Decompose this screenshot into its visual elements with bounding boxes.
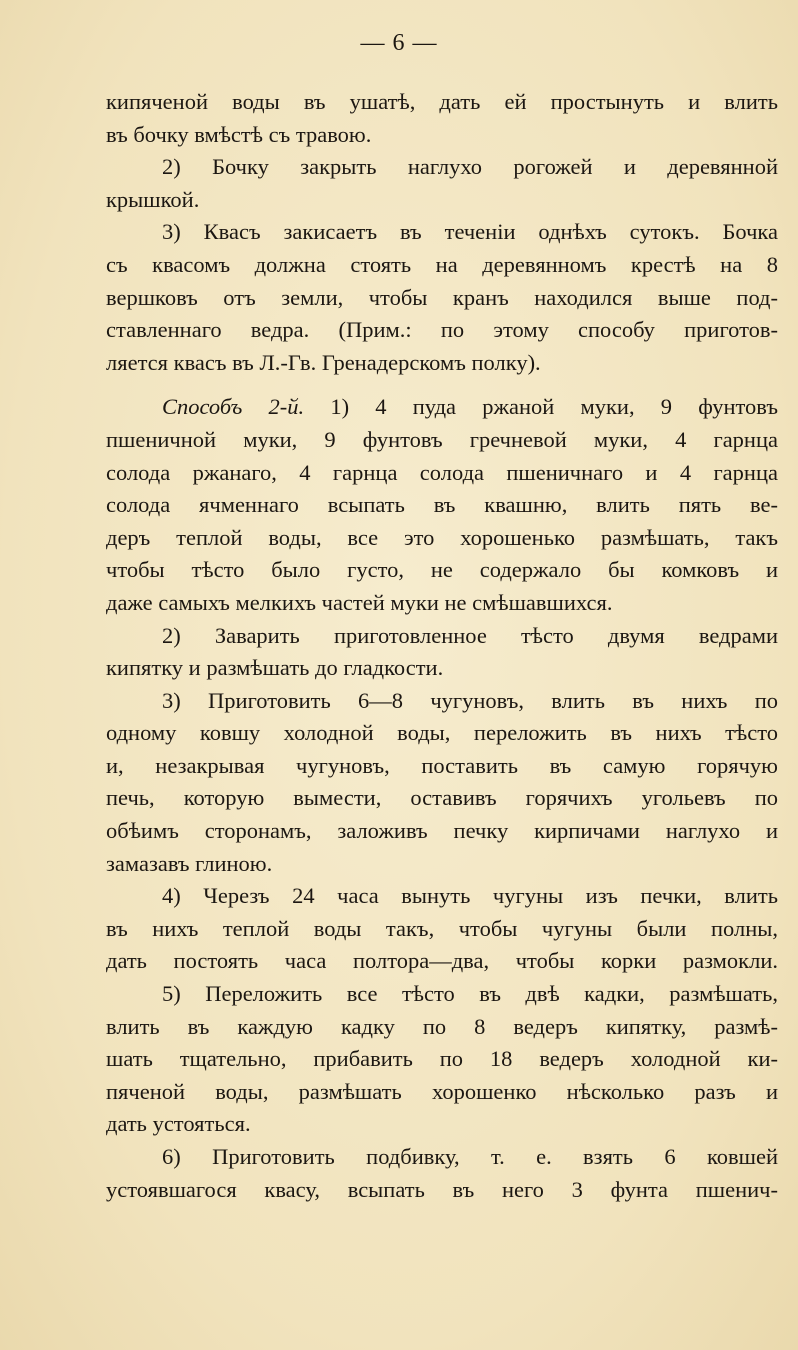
text-line bbox=[106, 848, 778, 881]
text-line bbox=[106, 913, 778, 946]
text-line bbox=[106, 1141, 778, 1174]
text-line bbox=[106, 424, 778, 457]
line-text: крышкой. bbox=[106, 186, 200, 212]
line-text: солода ячменнаго всыпать въ квашню, влить пять ве- bbox=[106, 492, 778, 518]
line-text: 4) Черезъ 24 часа вынуть чугуны изъ печки, влить bbox=[162, 883, 778, 909]
text-line bbox=[106, 457, 778, 490]
text-line bbox=[106, 750, 778, 783]
line-text: ляется квасъ въ Л.-Гв. Гренадерскомъ полку). bbox=[106, 349, 541, 375]
page-number: — 6 — bbox=[360, 30, 438, 56]
text-line bbox=[106, 1043, 778, 1076]
line-text: 2) Заварить приготовленное тѣсто двумя ведрами bbox=[162, 622, 778, 648]
text-line bbox=[106, 945, 778, 978]
section-heading: Способъ 2-й. bbox=[162, 394, 305, 420]
line-text: солода ржанаго, 4 гарнца солода пшеничнаго и 4 гарнца bbox=[106, 459, 778, 485]
text-line bbox=[106, 314, 778, 347]
text-line bbox=[106, 782, 778, 815]
line-text: въ нихъ теплой воды такъ, чтобы чугуны были полны, bbox=[106, 915, 778, 941]
text-line bbox=[106, 151, 778, 184]
line-text: ставленнаго ведра. (Прим.: по этому способу приготов- bbox=[106, 317, 778, 343]
line-text: 3) Квасъ закисаетъ въ теченіи однѣхъ сутокъ. Бочка bbox=[162, 219, 778, 245]
line-text: и, незакрывая чугуновъ, поставить въ самую горячую bbox=[106, 752, 778, 778]
line-text: вершковъ отъ земли, чтобы кранъ находился выше под- bbox=[106, 284, 778, 310]
text-line bbox=[106, 216, 778, 249]
line-text: 3) Приготовить 6—8 чугуновъ, влить въ нихъ по bbox=[162, 687, 778, 713]
text-line bbox=[106, 347, 778, 380]
text-line bbox=[106, 1076, 778, 1109]
line-text: замазавъ глиною. bbox=[106, 850, 273, 876]
line-text: дать постоять часа полтора—два, чтобы корки размокли. bbox=[106, 948, 778, 974]
text-line bbox=[106, 282, 778, 315]
line-text: влить въ каждую кадку по 8 ведеръ кипятку, размѣ- bbox=[106, 1013, 778, 1039]
line-text: одному ковшу холодной воды, переложить въ нихъ тѣсто bbox=[106, 720, 778, 746]
text-line bbox=[106, 522, 778, 555]
line-text: 1) 4 пуда ржаной муки, 9 фунтовъ bbox=[330, 394, 778, 420]
line-text: пшеничной муки, 9 фунтовъ гречневой муки, 4 гарнца bbox=[106, 426, 778, 452]
text-line bbox=[106, 652, 778, 685]
line-text: 2) Бочку закрыть наглухо рогожей и деревянной bbox=[162, 154, 778, 180]
line-text: кипятку и размѣшать до гладкости. bbox=[106, 655, 444, 681]
text-line bbox=[106, 1108, 778, 1141]
line-text: 5) Переложить все тѣсто въ двѣ кадки, размѣшать, bbox=[162, 981, 778, 1007]
text-line bbox=[106, 587, 778, 620]
text-line bbox=[106, 391, 778, 424]
text-line bbox=[106, 880, 778, 913]
text-line bbox=[106, 717, 778, 750]
line-text: въ бочку вмѣстѣ съ травою. bbox=[106, 121, 372, 147]
line-text: обѣимъ сторонамъ, заложивъ печку кирпичами наглухо и bbox=[106, 818, 778, 844]
text-line bbox=[106, 489, 778, 522]
line-text: дать устояться. bbox=[106, 1111, 251, 1137]
text-line bbox=[106, 620, 778, 653]
text-line bbox=[106, 554, 778, 587]
text-line bbox=[106, 978, 778, 1011]
body-text bbox=[106, 86, 778, 1206]
line-text: даже самыхъ мелкихъ частей муки не смѣшавшихся. bbox=[106, 589, 613, 615]
line-text: чтобы тѣсто было густо, не содержало бы комковъ и bbox=[106, 557, 778, 583]
text-line bbox=[106, 249, 778, 282]
line-text: 6) Приготовить подбивку, т. е. взять 6 ковшей bbox=[162, 1144, 778, 1169]
text-line bbox=[106, 1011, 778, 1044]
text-line bbox=[106, 184, 778, 217]
text-line bbox=[106, 1174, 778, 1207]
line-text: деръ теплой воды, все это хорошенько размѣшать, такъ bbox=[106, 524, 778, 550]
line-text: пяченой воды, размѣшать хорошенко нѣсколько разъ и bbox=[106, 1078, 778, 1104]
line-text: печь, которую вымести, оставивъ горячихъ угольевъ по bbox=[106, 785, 778, 811]
line-text: устоявшагося квасу, всыпать въ него 3 фунта пшенич- bbox=[106, 1176, 778, 1202]
text-line bbox=[106, 119, 778, 152]
text-line bbox=[106, 815, 778, 848]
line-text: съ квасомъ должна стоять на деревянномъ крестѣ на 8 bbox=[106, 251, 778, 277]
line-text: шать тщательно, прибавить по 18 ведеръ холодной ки- bbox=[106, 1046, 778, 1072]
text-line bbox=[106, 86, 778, 119]
line-text: кипяченой воды въ ушатѣ, дать ей простынуть и влить bbox=[106, 89, 778, 114]
text-line bbox=[106, 685, 778, 718]
